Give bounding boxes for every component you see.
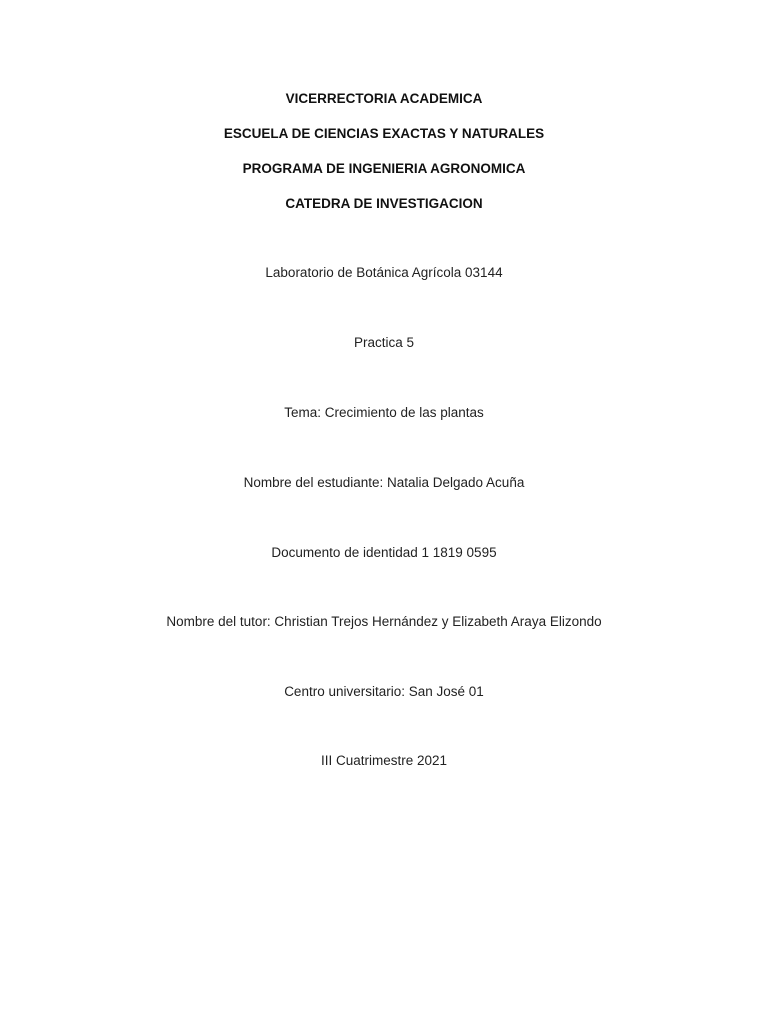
course-name: Laboratorio de Botánica Agrícola 03144	[265, 265, 503, 280]
university-center: Centro universitario: San José 01	[284, 684, 484, 699]
institution-catedra: CATEDRA DE INVESTIGACION	[285, 196, 483, 211]
institution-escuela: ESCUELA DE CIENCIAS EXACTAS Y NATURALES	[223, 126, 545, 141]
institution-programa: PROGRAMA DE INGENIERIA AGRONOMICA	[242, 161, 526, 176]
identity-document: Documento de identidad 1 1819 0595	[271, 545, 497, 560]
topic-line: Tema: Crecimiento de las plantas	[284, 405, 484, 420]
student-name: Nombre del estudiante: Natalia Delgado Acuña	[243, 475, 525, 490]
tutor-names: Nombre del tutor: Christian Trejos Hernández y Elizabeth Araya Elizondo	[166, 614, 602, 629]
institution-vicerrectoria: VICERRECTORIA ACADEMICA	[285, 91, 483, 106]
term-line: III Cuatrimestre 2021	[320, 753, 448, 768]
practice-number: Practica 5	[353, 335, 415, 350]
